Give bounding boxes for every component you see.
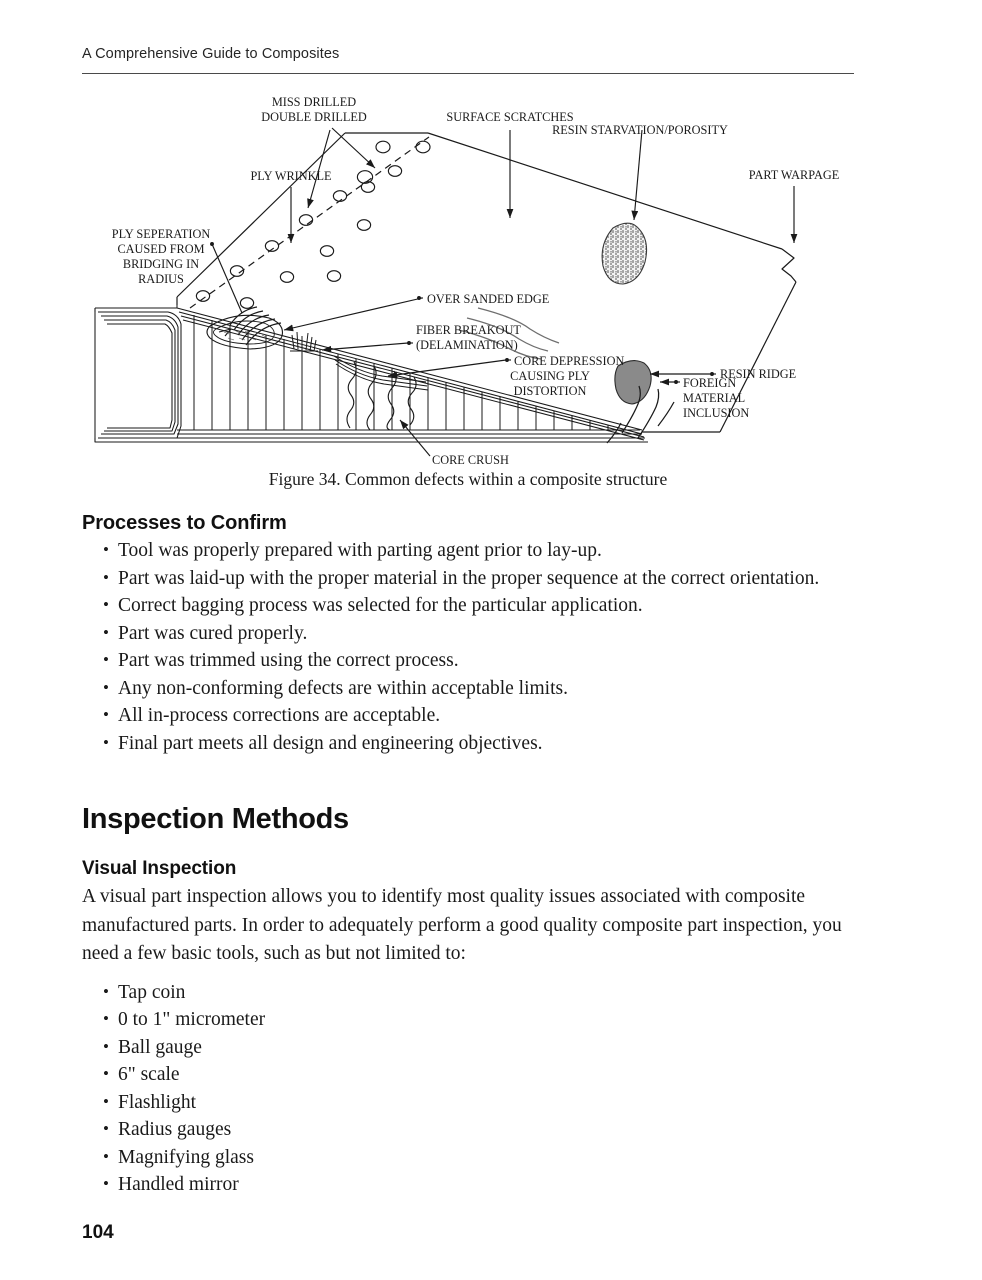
page-content <box>82 512 860 1199</box>
list-item: • Final part meets all design and engineering objectives. <box>82 730 860 758</box>
processes-list <box>82 537 860 757</box>
figure-caption: Figure 34. Common defects within a composite structure <box>268 469 668 489</box>
figure-34 <box>82 86 854 491</box>
label-resin-ridge: RESIN RIDGE <box>720 367 797 381</box>
label-ply-separation-3: BRIDGING IN <box>122 257 200 271</box>
tools-list <box>82 979 860 1199</box>
label-part-warpage: PART WARPAGE <box>748 168 840 182</box>
list-item: • 6" scale <box>82 1061 860 1089</box>
list-item: • Tap coin <box>82 979 860 1007</box>
heading-processes-to-confirm: Processes to Confirm <box>82 512 287 534</box>
visual-inspection-paragraph: A visual part inspection allows you to identify most quality issues associated with composite manufactured parts. In order to adequately perform a good quality composite part inspection, you need a few basic tools, such as but not limited to: <box>82 886 842 964</box>
spacer <box>82 836 860 858</box>
list-item: • 0 to 1" micrometer <box>82 1006 860 1034</box>
list-item: • Part was trimmed using the correct process. <box>82 647 860 675</box>
label-ply-separation-4: RADIUS <box>138 272 184 286</box>
label-core-crush: CORE CRUSH <box>432 453 509 467</box>
label-miss-drilled: MISS DRILLED <box>271 95 357 109</box>
list-item: • Part was laid-up with the proper material in the proper sequence at the correct orientation. <box>82 565 860 593</box>
composite-defects-diagram <box>82 86 854 471</box>
list-item: • Radius gauges <box>82 1116 860 1144</box>
spacer <box>82 969 860 979</box>
label-double-drilled: DOUBLE DRILLED <box>261 110 367 124</box>
list-item: • All in-process corrections are acceptable. <box>82 702 860 730</box>
label-foreign-material-1: FOREIGN <box>683 376 737 390</box>
label-ply-wrinkle: PLY WRINKLE <box>250 169 332 183</box>
page-number: 104 <box>82 1222 114 1243</box>
label-fiber-breakout-2: (DELAMINATION) <box>416 338 518 352</box>
label-core-depression-3: DISTORTION <box>513 384 587 398</box>
heading-visual-inspection: Visual Inspection <box>82 858 237 879</box>
label-resin-starvation: RESIN STARVATION/POROSITY <box>552 123 728 137</box>
spacer <box>82 757 860 803</box>
running-header: A Comprehensive Guide to Composites <box>82 46 340 62</box>
list-item: • Correct bagging process was selected for the particular application. <box>82 592 860 620</box>
list-item: • Ball gauge <box>82 1034 860 1062</box>
list-item: • Flashlight <box>82 1089 860 1117</box>
list-item: • Tool was properly prepared with parting agent prior to lay-up. <box>82 537 860 565</box>
label-ply-separation-2: CAUSED FROM <box>117 242 205 256</box>
list-item: • Any non-conforming defects are within acceptable limits. <box>82 675 860 703</box>
label-surface-scratches: SURFACE SCRATCHES <box>446 110 574 124</box>
label-ply-separation-1: PLY SEPERATION <box>111 227 211 241</box>
list-item: • Part was cured properly. <box>82 620 860 648</box>
label-core-depression-1: CORE DEPRESSION <box>514 354 625 368</box>
heading-inspection-methods: Inspection Methods <box>82 803 349 835</box>
list-item: • Magnifying glass <box>82 1144 860 1172</box>
header-divider <box>82 73 854 74</box>
label-fiber-breakout-1: FIBER BREAKOUT <box>416 323 521 337</box>
label-foreign-material-2: MATERIAL <box>683 391 746 405</box>
label-core-depression-2: CAUSING PLY <box>510 369 590 383</box>
label-foreign-material-3: INCLUSION <box>683 406 750 420</box>
list-item: • Handled mirror <box>82 1171 860 1199</box>
label-over-sanded-edge: OVER SANDED EDGE <box>427 292 550 306</box>
